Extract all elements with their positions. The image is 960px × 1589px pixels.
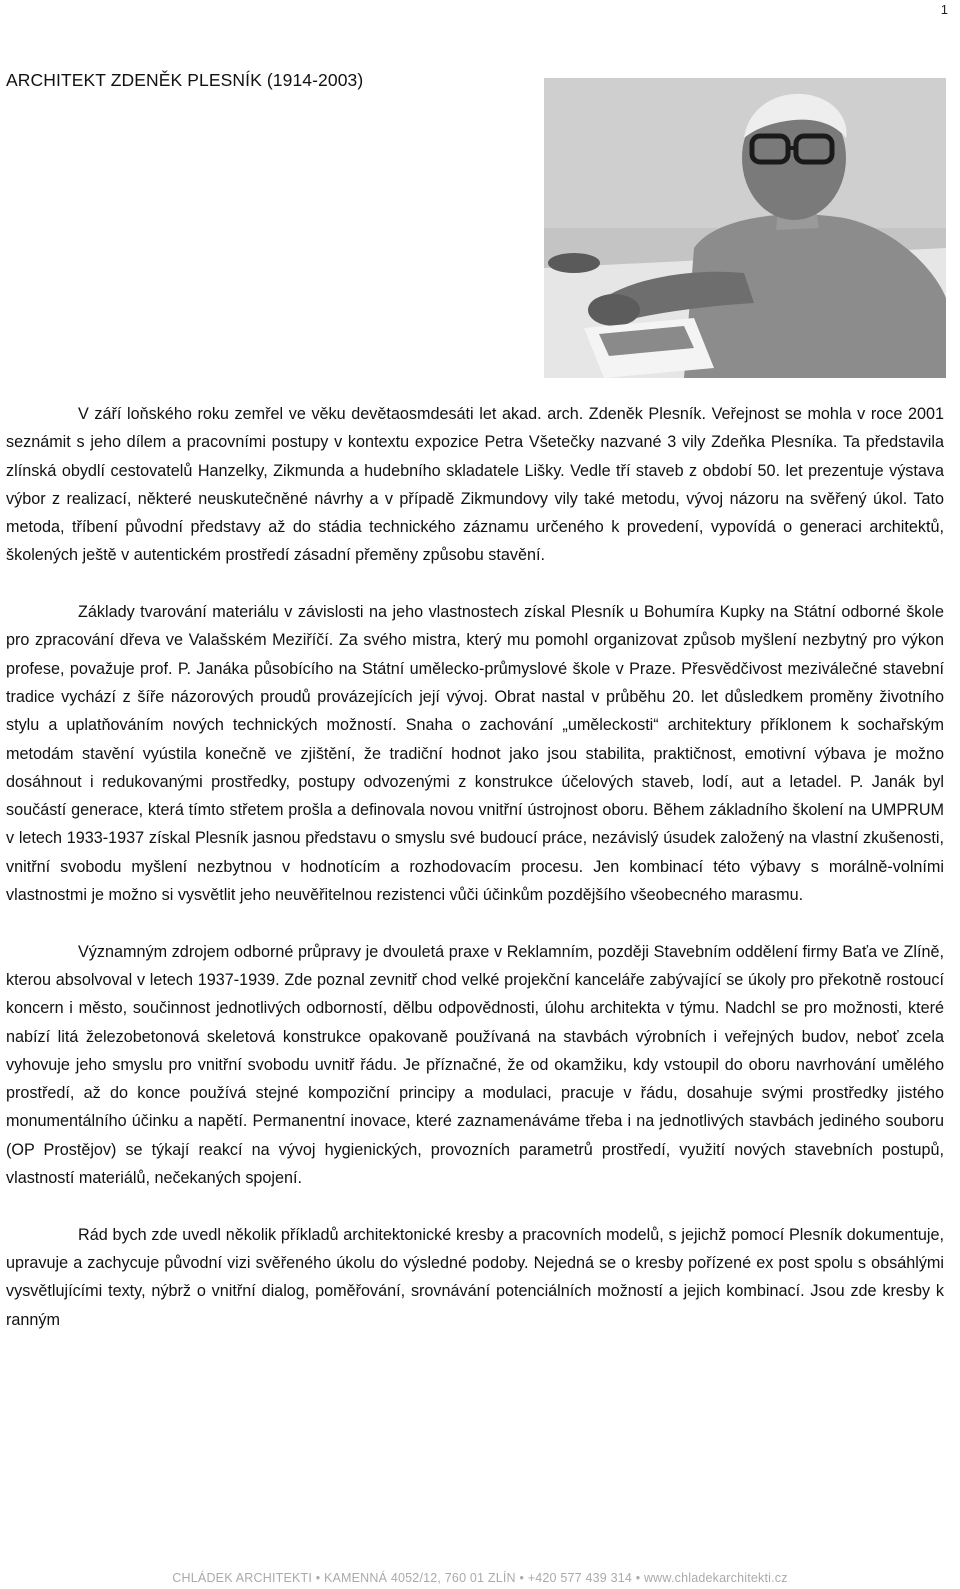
- portrait-photo-illustration: [544, 78, 946, 378]
- paragraph: Rád bych zde uvedl několik příkladů architektonické kresby a pracovních modelů, s jejichž pomocí Plesník dokumentuje, upravuje a zachycuje původní vizi svěřeného úkolu do výsledné podoby. Nejedná se o kresby pořízené ex post spolu s obsáhlými vysvětlujícími texty, nýbrž o vnitřní dialog, poměřování, srovnávání potenciálních možností a jejich kombinací. Jsou zde kresby k ranným: [6, 1225, 944, 1329]
- paragraph: V září loňského roku zemřel ve věku devětaosmdesáti let akad. arch. Zdeněk Plesník. Veřejnost se mohla v roce 2001 seznámit s jeho dílem a pracovními postupy v kontextu expozice Petra Všetečky nazvané 3 vily Zdeňka Plesníka. Ta představila zlínská obydlí cestovatelů Hanzelky, Zikmunda a hudebního skladatele Lišky. Vedle tří staveb z období 50. let prezentuje výstava výbor z realizací, některé neuskutečněné návrhy a v případě Zikmundovy vily také metodu, vývoj názoru na svěřený úkol. Tato metoda, tříbení původní představy až do stádia technického záznamu určeného k provedení, vypovídá o generaci architektů, školených ještě v autentickém prostředí zásadní přeměny způsobu stavění.: [6, 405, 944, 565]
- document-title: ARCHITEKT ZDENĚK PLESNÍK (1914-2003): [6, 70, 364, 90]
- article-body: [6, 400, 944, 1362]
- portrait-photo: [544, 78, 946, 378]
- page-number: 1: [940, 2, 948, 17]
- page-footer: CHLÁDEK ARCHITEKTI • KAMENNÁ 4052/12, 760 01 ZLÍN • +420 577 439 314 • www.chladekarchitekti.cz: [172, 1571, 788, 1585]
- paragraph: Významným zdrojem odborné průpravy je dvouletá praxe v Reklamním, později Stavebním oddělení firmy Baťa ve Zlíně, kterou absolvoval v letech 1937-1939. Zde poznal zevnitř chod velké projekční kanceláře zabývající se úkoly pro překotně rostoucí koncern i město, součinnost jednotlivých odborností, dělbu odpovědnosti, úlohu architekta v týmu. Nadchl se pro možnosti, které nabízí litá železobetonová skeletová konstrukce opakovaně používaná na stavbách výrobních i veřejných budov, neboť zcela vyhovuje jeho smyslu pro vnitřní svobodu uvnitř řádu. Je příznačné, že od okamžiku, kdy vstoupil do oboru navrhování umělého prostředí, až do konce používá stejné kompoziční principy a modulaci, pracuje v řádu, dosahuje svými prostředky jistého monumentálního účinku a napětí. Permanentní inovace, které zaznamenáváme třeba i na jednotlivých stavbách jediného souboru (OP Prostějov) se týkají reakcí na vývoj hygienických, provozních parametrů prostředí, využití nových stavebních postupů, vlastností materiálů, nečekaných spojení.: [6, 942, 944, 1188]
- paragraph: Základy tvarování materiálu v závislosti na jeho vlastnostech získal Plesník u Bohumíra Kupky na Státní odborné škole pro zpracování dřeva ve Valašském Meziříčí. Za svého mistra, který mu pomohl organizovat způsob myšlení nezbytný pro výkon profese, považuje prof. P. Janáka působícího na Státní umělecko-průmyslové škole v Praze. Přesvědčivost meziválečné stavební tradice vychází z šíře názorových proudů provázejících její vývoj. Obrat nastal v průběhu 20. let důsledkem proměny životního stylu a uplatňováním nových technických možností. Snaha o zachování „uměleckosti“ architektury příklonem k sochařským metodám stavění vyústila konečně ve zjištění, že tradiční hodnot jako jsou stabilita, praktičnost, emotivní výbava je možno dosáhnout i redukovanými prostředky, postupy odvozenými z konstrukce účelových staveb, lodí, aut a letadel. P. Janák byl součástí generace, která tímto střetem prošla a definovala novou vnitřní ústrojnost oboru. Během základního školení na UMPRUM v letech 1933-1937 získal Plesník jasnou představu o smyslu své budoucí práce, nezávislý úsudek založený na vlastní zkušenosti, vnitřní svobodu myšlení nezbytnou v hodnotícím a rozhodovacím procesu. Jen kombinací této výbavy s morálně-volními vlastnostmi je možno si vysvětlit jeho neuvěřitelnou rezistenci vůči účinkům pozdějšího všeobecného marasmu.: [6, 603, 944, 905]
